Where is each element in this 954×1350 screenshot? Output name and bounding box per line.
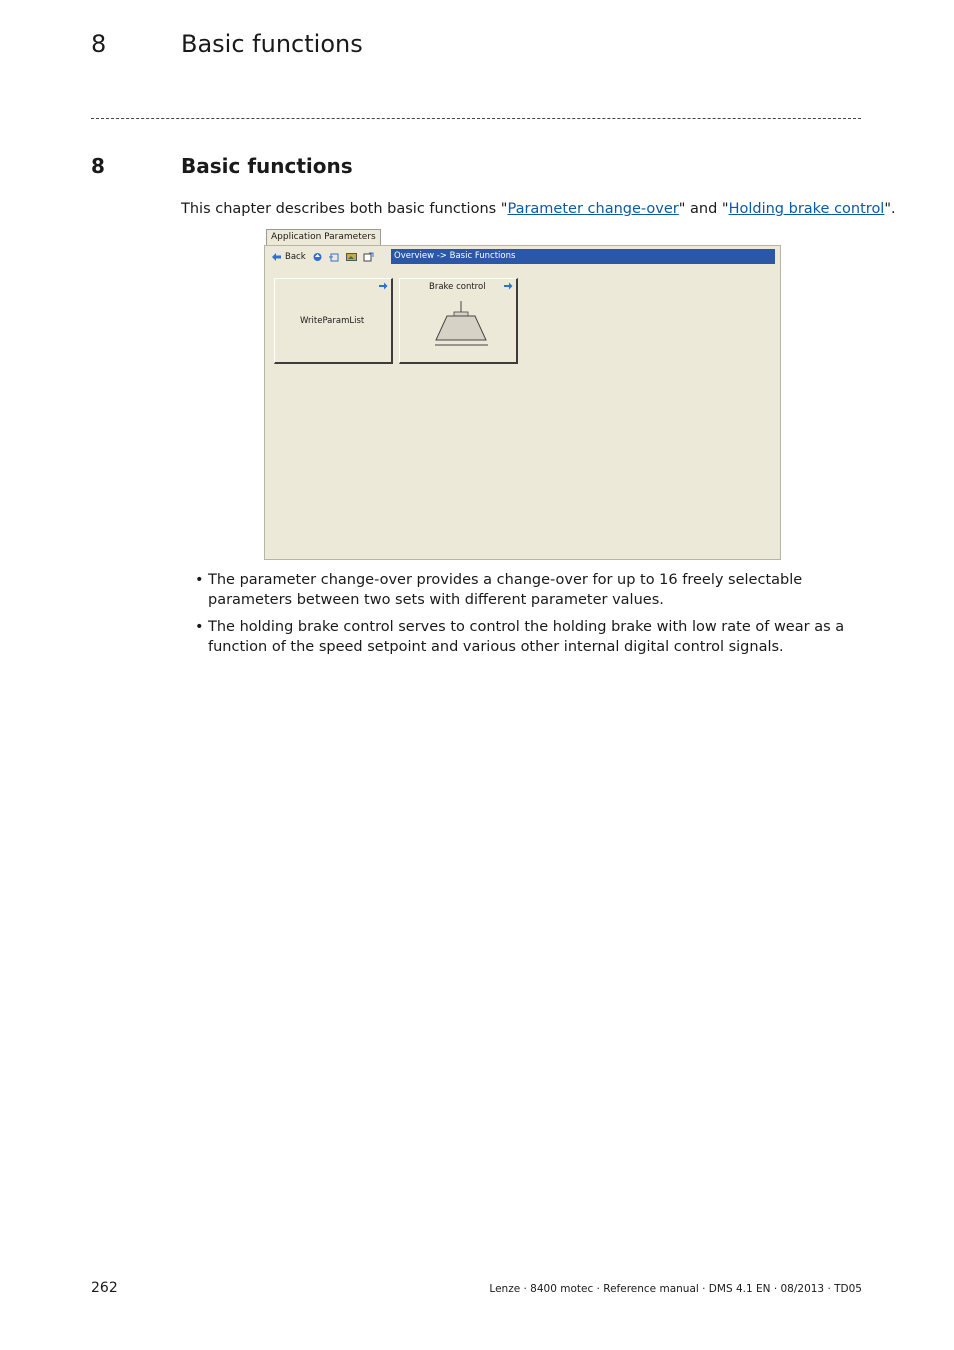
tile-writeparamlist-label: WriteParamList: [300, 316, 365, 326]
breadcrumb-bar: Overview -> Basic Functions: [391, 249, 775, 264]
link-holding-brake-control[interactable]: Holding brake control: [728, 201, 885, 217]
intro-text-middle: " and ": [678, 201, 729, 217]
page-number: 262: [91, 1280, 118, 1296]
tab-application-parameters[interactable]: Application Parameters: [266, 229, 381, 245]
header-chapter-number: 8: [91, 30, 107, 58]
link-parameter-change-over[interactable]: Parameter change-over: [507, 201, 679, 217]
properties-icon[interactable]: [363, 252, 374, 262]
header-divider: [91, 118, 861, 119]
bullet-list: [195, 570, 865, 664]
arrow-right-icon: [503, 281, 513, 291]
brake-icon: [433, 297, 491, 351]
application-parameters-screenshot: [264, 229, 781, 560]
header-chapter-title: Basic functions: [181, 30, 363, 58]
section-number: 8: [91, 154, 105, 178]
intro-text-before: This chapter describes both basic functions ": [181, 201, 508, 217]
bullet-text: The holding brake control serves to control the holding brake with low rate of wear as a function of the speed setpoint and various other internal digital control signals.: [208, 619, 845, 655]
list-item: • The parameter change-over provides a change-over for up to 16 freely selectable parameters between two sets with different parameter values.: [195, 572, 803, 608]
picture-icon[interactable]: [346, 252, 357, 262]
intro-text-after: ".: [884, 201, 896, 217]
toolbar: [271, 250, 374, 264]
section-title: Basic functions: [181, 154, 353, 178]
tab-bar: [264, 229, 781, 245]
back-arrow-icon: [271, 252, 282, 262]
back-label: Back: [285, 252, 306, 262]
list-item: • The holding brake control serves to control the holding brake with low rate of wear as a function of the speed setpoint and various other internal digital control signals.: [195, 619, 845, 655]
bullet-text: The parameter change-over provides a change-over for up to 16 freely selectable parameters between two sets with different parameter values.: [208, 572, 803, 608]
footer-info: Lenze · 8400 motec · Reference manual · DMS 4.1 EN · 08/2013 · TD05: [489, 1283, 862, 1295]
intro-paragraph: [181, 201, 896, 217]
tile-writeparamlist[interactable]: [274, 278, 393, 364]
arrow-right-icon: [378, 281, 388, 291]
home-icon[interactable]: [329, 252, 340, 262]
tile-brake-control-label: Brake control: [429, 282, 486, 292]
parameters-panel: [264, 245, 781, 560]
up-icon[interactable]: [312, 252, 323, 262]
tile-brake-control[interactable]: [399, 278, 518, 364]
back-button[interactable]: [271, 252, 306, 262]
